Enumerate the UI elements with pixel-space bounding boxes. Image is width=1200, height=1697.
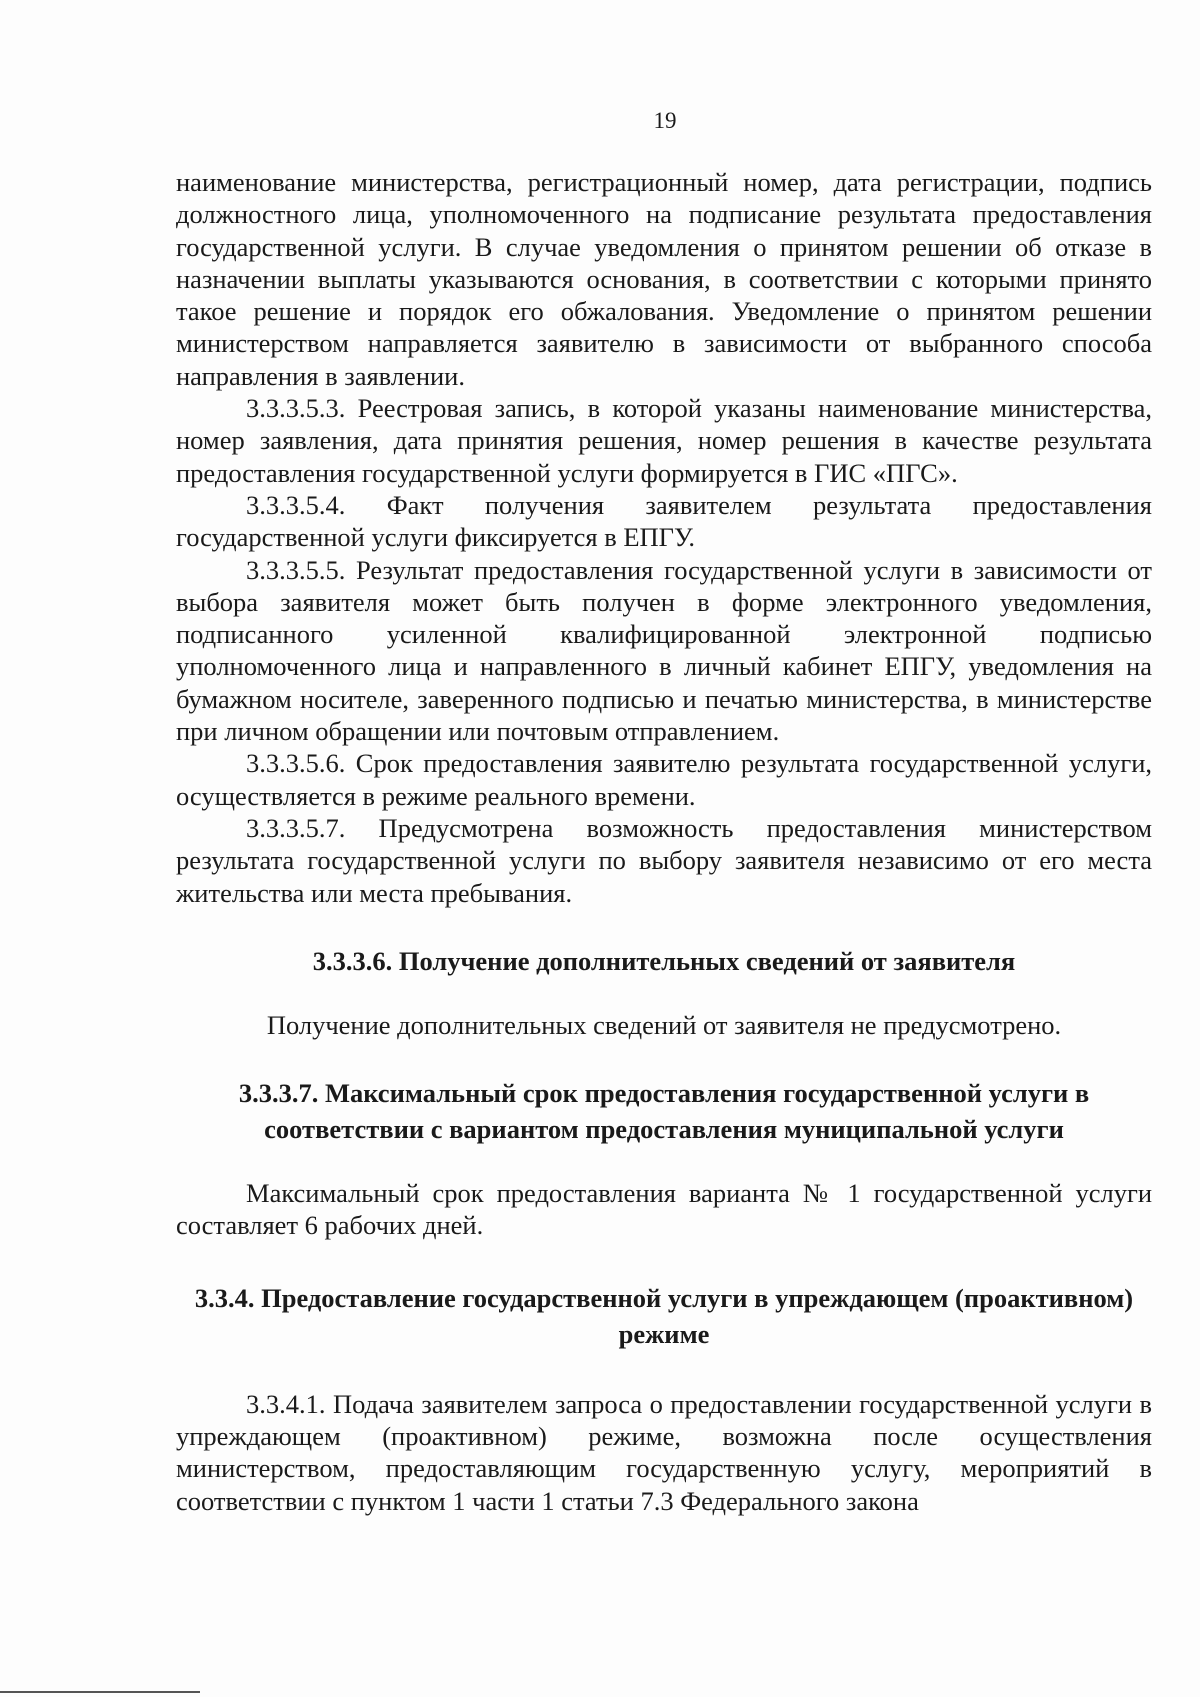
paragraph-3-3-3-5-4: 3.3.3.5.4. Факт получения заявителем результата предоставления государственной услуги фиксируется в ЕПГУ. — [176, 489, 1152, 553]
bottom-scan-edge — [0, 1691, 200, 1693]
section-text-3-3-3-7: Максимальный срок предоставления варианта № 1 государственной услуги составляет 6 рабочих дней. — [176, 1178, 1152, 1241]
document-body — [176, 166, 1152, 1517]
paragraph-3-3-3-5-5: 3.3.3.5.5. Результат предоставления государственной услуги в зависимости от выбора заявителя может быть получен в форме электронного уведомления, подписанного усиленной квалифицированной электронной подписью уполномоченного лица и направленного в личный кабинет ЕПГУ, уведомления на бумажном носителе, заверенного подписью и печатью министерства, в министерстве при личном обращении или почтовым отправлением. — [176, 554, 1152, 747]
section-heading-3-3-3-6: 3.3.3.6. Получение дополнительных сведений от заявителя — [312, 945, 1016, 976]
section-text-3-3-4-1: 3.3.4.1. Подача заявителем запроса о предоставлении государственной услуги в упреждающем (проактивном) режиме, возможна после осуществления министерством, предоставляющим государственную услугу, мероприятий в соответствии с пунктом 1 части 1 статьи 7.3 Федерального закона — [176, 1388, 1152, 1516]
section-text-3-3-3-6: Получение дополнительных сведений от заявителя не предусмотрено. — [266, 1009, 1062, 1040]
paragraph-3-3-3-5-3: 3.3.3.5.3. Реестровая запись, в которой указаны наименование министерства, номер заявления, дата принятия решения, номер решения в качестве результата предоставления государственной услуги формируется в ГИС «ПГС». — [176, 393, 1152, 488]
page-number: 19 — [653, 108, 677, 133]
paragraph-3-3-3-5-6: 3.3.3.5.6. Срок предоставления заявителю результата государственной услуги, осуществляется в режиме реального времени. — [176, 748, 1152, 811]
paragraph-3-3-3-5-7: 3.3.3.5.7. Предусмотрена возможность предоставления министерством результата государственной услуги по выбору заявителя независимо от его места жительства или места пребывания. — [176, 812, 1152, 908]
section-heading-3-3-3-7: 3.3.3.7. Максимальный срок предоставления государственной услуги в соответствии с вариантом предоставления муниципальной услуги — [238, 1078, 1090, 1145]
paragraph-continuation: наименование министерства, регистрационный номер, дата регистрации, подпись должностного лица, уполномоченного на подписание результата предоставления государственной услуги. В случае уведомления о принятом решении об отказе в назначении выплаты указываются основания, в соответствии с которыми принято такое решение и порядок его обжалования. Уведомление о принятом решении министерством направляется заявителю в зависимости от выбранного способа направления в заявлении. — [176, 167, 1152, 391]
section-heading-3-3-4: 3.3.4. Предоставление государственной услуги в упреждающем (проактивном) режиме — [194, 1282, 1134, 1349]
